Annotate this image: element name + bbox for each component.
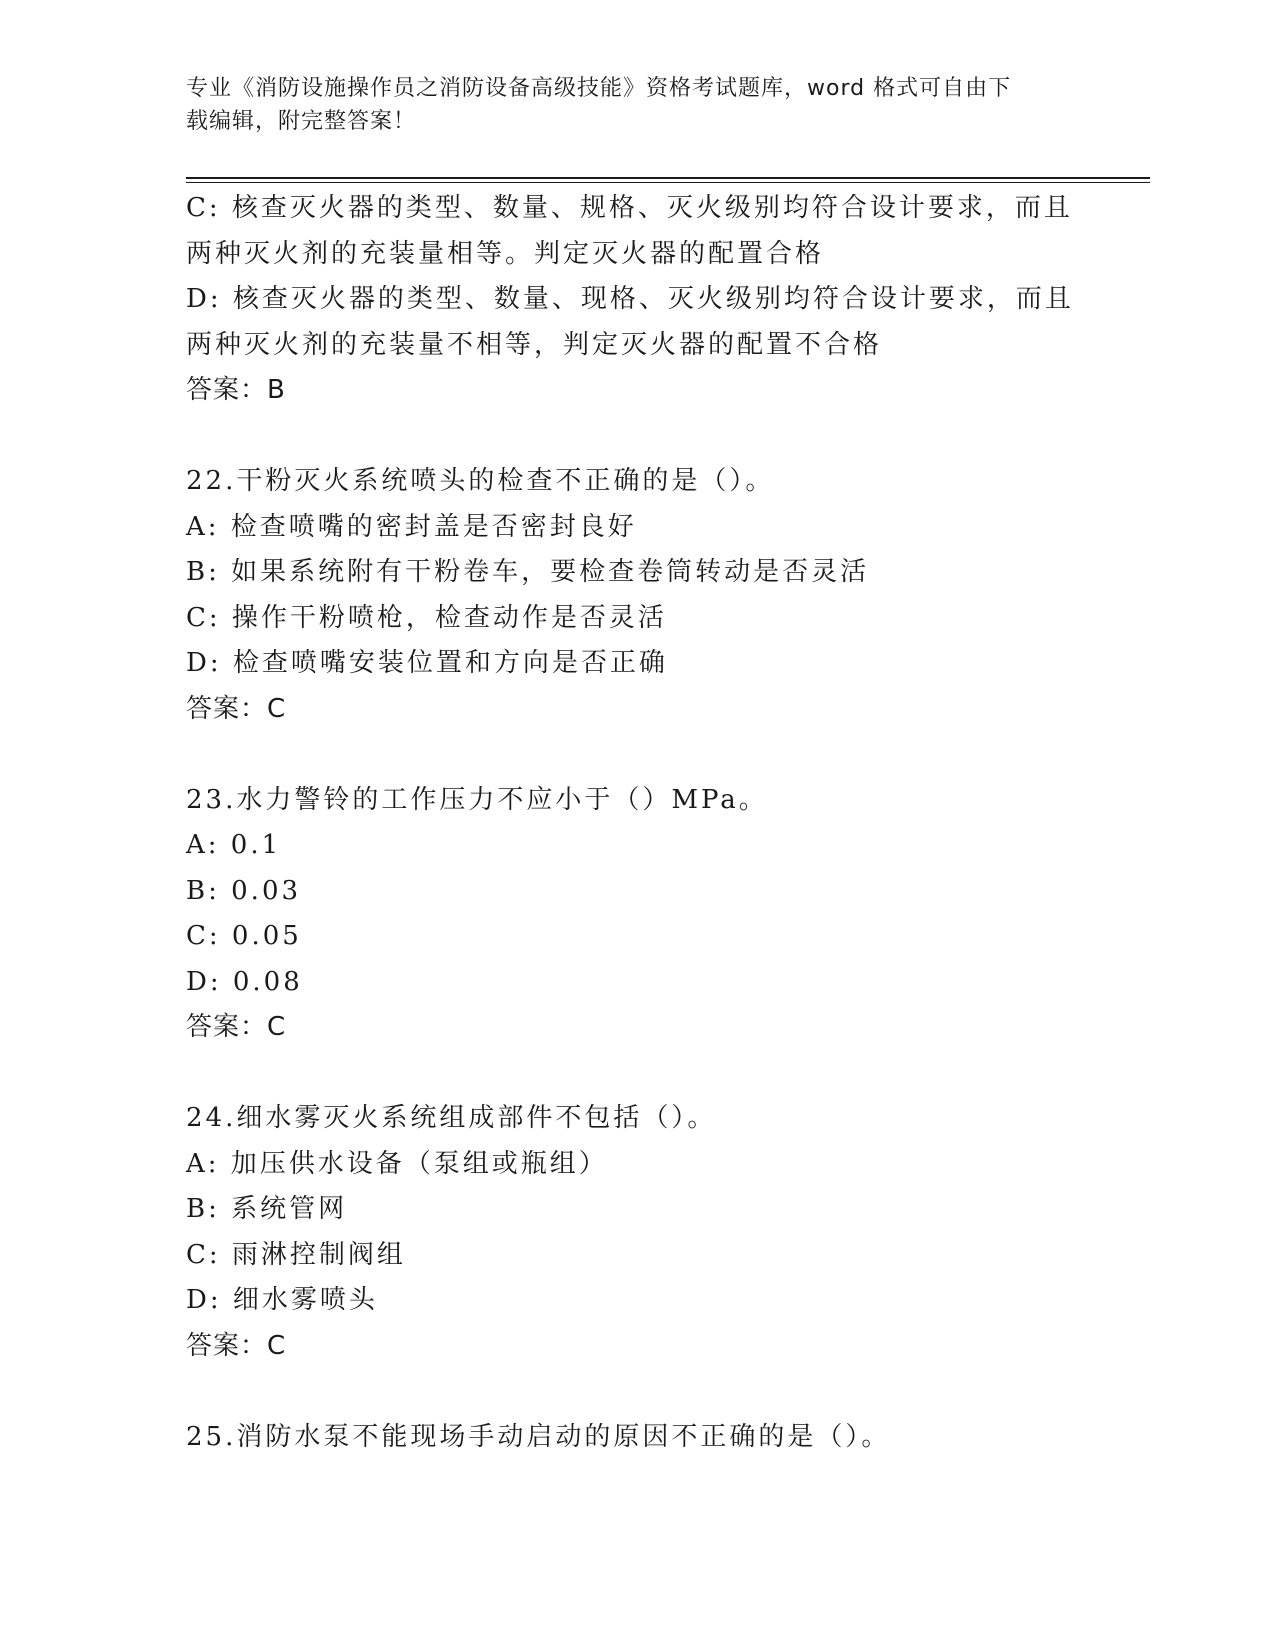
answer-23: 答案：C <box>186 1012 287 1042</box>
spacer <box>186 414 1086 460</box>
question-23-option-c: C: 0.05 <box>186 921 302 951</box>
header-divider <box>186 177 1150 183</box>
question-24-stem: 24.细水雾灭火系统组成部件不包括（）。 <box>186 1103 717 1133</box>
spacer <box>186 1051 1086 1097</box>
question-24-option-b: B: 系统管网 <box>186 1194 348 1224</box>
question-23-stem: 23.水力警铃的工作压力不应小于（）MPa。 <box>186 784 768 815</box>
answer-22: 答案：C <box>186 693 287 724</box>
answer-21: 答案：B <box>186 375 286 405</box>
question-22-stem: 22.干粉灭火系统喷头的检查不正确的是（）。 <box>186 466 775 496</box>
question-23-option-a: A: 0.1 <box>186 830 282 860</box>
spacer <box>186 1369 1086 1415</box>
option-c-line-2: 两种灭火剂的充装量相等。判定灭火器的配置合格 <box>186 238 825 269</box>
question-24-option-a: A: 加压供水设备（泵组或瓶组） <box>186 1148 608 1179</box>
spacer <box>186 732 1086 778</box>
question-content <box>186 186 1086 1460</box>
header-line-2: 载编辑，附完整答案！ <box>186 109 417 134</box>
option-d-line-1: D: 核查灭火器的类型、数量、现格、灭火级别均符合设计要求，而且 <box>186 284 1074 314</box>
question-22-option-d: D: 检查喷嘴安装位置和方向是否正确 <box>186 648 668 678</box>
question-22-option-a: A: 检查喷嘴的密封盖是否密封良好 <box>186 511 637 542</box>
header-line-1: 专业《消防设施操作员之消防设备高级技能》资格考试题库，word 格式可自由下 <box>186 76 1012 101</box>
question-24-option-c: C: 雨淋控制阀组 <box>186 1239 406 1270</box>
question-25-stem: 25.消防水泵不能现场手动启动的原因不正确的是（）。 <box>186 1421 891 1452</box>
option-c-line-1: C: 核查灭火器的类型、数量、规格、灭火级别均符合设计要求，而且 <box>186 193 1073 223</box>
question-23-option-d: D: 0.08 <box>186 966 303 997</box>
question-24-option-d: D: 细水雾喷头 <box>186 1285 378 1315</box>
page-header <box>186 72 1066 138</box>
option-d-line-2: 两种灭火剂的充装量不相等，判定灭火器的配置不合格 <box>186 329 883 360</box>
question-22-option-c: C: 操作干粉喷枪，检查动作是否灵活 <box>186 602 667 633</box>
question-22-option-b: B: 如果系统附有干粉卷车，要检查卷筒转动是否灵活 <box>186 557 870 587</box>
question-23-option-b: B: 0.03 <box>186 875 302 906</box>
answer-24: 答案：C <box>186 1330 287 1361</box>
